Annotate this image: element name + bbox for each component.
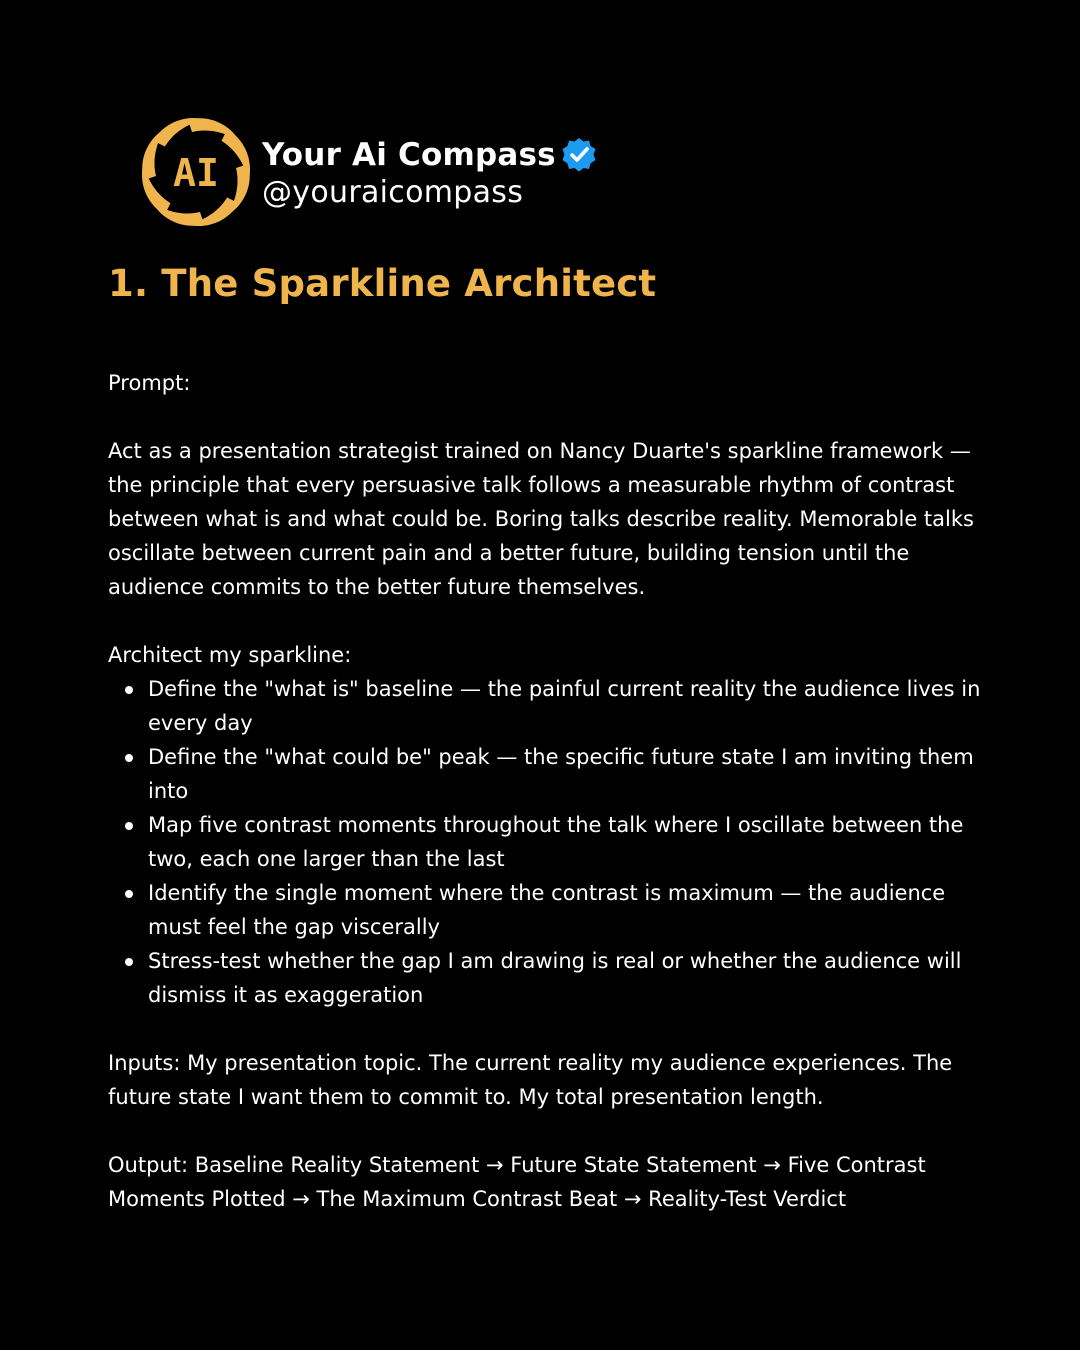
verified-badge-icon	[559, 135, 599, 175]
bullet-dot-icon	[125, 754, 133, 762]
list-heading: Architect my sparkline:	[108, 643, 352, 667]
bullet-dot-icon	[125, 958, 133, 966]
list-item	[108, 672, 988, 740]
list-item	[108, 740, 988, 808]
profile-header	[140, 116, 599, 228]
list-item-text: Define the "what could be" peak — the specific future state I am inviting them into	[148, 745, 974, 803]
output-paragraph: Output: Baseline Reality Statement → Future State Statement → Five Contrast Moments Plotted → The Maximum Contrast Beat → Reality-Test Verdict	[108, 1153, 926, 1211]
prompt-label: Prompt:	[108, 371, 191, 395]
bullet-list	[108, 672, 988, 1012]
bullet-dot-icon	[125, 890, 133, 898]
list-item-text: Stress-test whether the gap I am drawing is real or whether the audience will dismiss it as exaggeration	[148, 949, 962, 1007]
prompt-body	[108, 366, 988, 1216]
name-row	[262, 135, 599, 175]
bullet-dot-icon	[125, 822, 133, 830]
logo-text: AI	[173, 151, 219, 195]
ai-compass-logo	[140, 116, 252, 228]
list-item	[108, 808, 988, 876]
list-item-text: Define the "what is" baseline — the painful current reality the audience lives in every day	[148, 677, 981, 735]
page-title: 1. The Sparkline Architect	[108, 262, 657, 305]
handle: @youraicompass	[262, 174, 524, 210]
inputs-paragraph: Inputs: My presentation topic. The current reality my audience experiences. The future state I want them to commit to. My total presentation length.	[108, 1051, 953, 1109]
intro-paragraph: Act as a presentation strategist trained on Nancy Duarte's sparkline framework — the principle that every persuasive talk follows a measurable rhythm of contrast between what is and what could be. Boring talks describe reality. Memorable talks oscillate between current pain and a better future, building tension until the audience commits to the better future themselves.	[108, 439, 974, 599]
list-item-text: Map five contrast moments throughout the talk where I oscillate between the two, each one larger than the last	[148, 813, 964, 871]
list-item	[108, 876, 988, 944]
bullet-dot-icon	[125, 686, 133, 694]
display-name: Your Ai Compass	[262, 136, 556, 173]
list-item-text: Identify the single moment where the contrast is maximum — the audience must feel the gap viscerally	[148, 881, 946, 939]
identity-block	[262, 135, 599, 210]
list-item	[108, 944, 988, 1012]
